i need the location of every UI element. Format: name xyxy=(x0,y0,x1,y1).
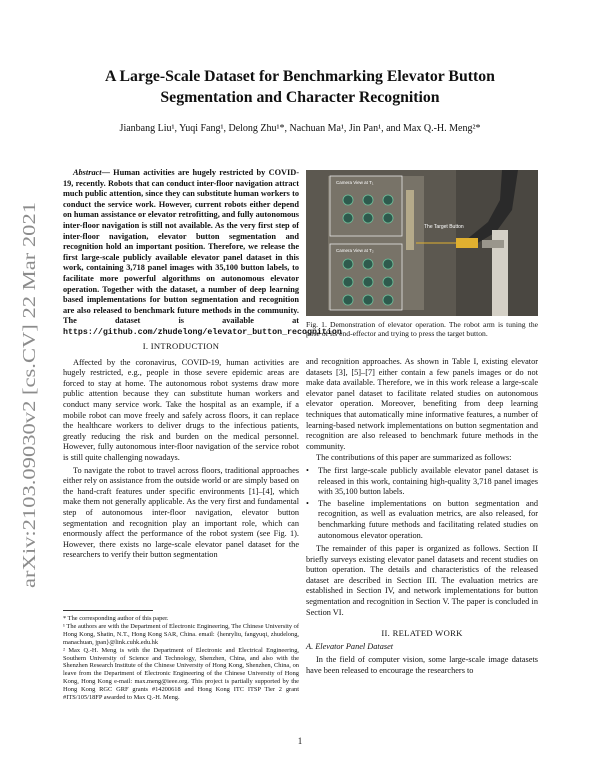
footnote-rule xyxy=(63,610,153,611)
figure-label-top: Camera View at T₁ xyxy=(336,180,374,185)
figure-label-bottom: Camera View at T₂ xyxy=(336,248,374,253)
paper-title: A Large-Scale Dataset for Benchmarking Elevator Button Segmentation and Character Recognition xyxy=(105,68,495,106)
contribution-text: The baseline implementations on button segmentation and recognition, as well as evaluation metrics, are also released, for benchmarking future methods and facilitating related studies on autonomous elevator operation. xyxy=(318,498,538,540)
arxiv-watermark xyxy=(5,200,47,590)
figure-photo xyxy=(306,170,538,316)
section-introduction xyxy=(63,341,299,561)
right-paragraph-related: In the field of computer vision, some large-scale image datasets have been released to encourage the researchers to xyxy=(306,655,538,676)
contribution-item xyxy=(306,466,538,498)
figure-label-target: The Target Button xyxy=(424,224,464,230)
right-column xyxy=(306,357,538,677)
footnotes xyxy=(63,615,299,702)
section-heading-related-work: II. RELATED WORK xyxy=(381,628,463,639)
right-paragraph-organization: The remainder of this paper is organized as follows. Section II briefly surveys existing elevator panel datasets and recent studies on button operation. The details and characteristics of the released dataset are described in Section III. The evaluation metrics are established in Section IV, and network implementations for button segmentation and recognition in Section V. The paper is concluded in Section VI. xyxy=(306,544,538,617)
abstract-text: — Human activities are hugely restricted by COVID-19, recently. Robots that can conduct inter-floor navigation attract much public attention, since they can substitute human workers to conduct the service work. However, current robots either depend on human assistance or elevator retrofitting, and fully autonomous inter-floor navigation is still not available. As the very first step of inter-floor navigation, elevator button segmentation and recognition hold an important position. Therefore, we release the first large-scale publicly available elevator panel dataset in this work, containing 3,718 panel images with 35,100 button labels, to facilitate more powerful algorithms on autonomous elevator operation. Together with the dataset, a number of deep learning based implementations for button segmentation and recognition are also released to benchmark future methods in the community. The dataset is available at xyxy=(63,168,299,326)
figure-caption: Fig. 1. Demonstration of elevator operation. The robot arm is tuning the pose of its end-effector and trying to press the target button. xyxy=(306,320,538,339)
bullet-icon: • xyxy=(306,498,309,508)
section-heading-introduction: I. INTRODUCTION xyxy=(142,341,220,351)
intro-paragraph-2: To navigate the robot to travel across floors, traditional approaches either rely on assistance from the outside world or are simply based on the hand-craft features under specific environments [1]–[4], which make them not generally applicable. As the very first and fundamental step of autonomous inter-floor navigation, elevator button segmentation and recognition play an important role, which can enormously affect the performance of the robot system (see Fig. 1). However, there exists no large-scale elevator panel dataset for the researchers to verify their button segmentation xyxy=(63,465,299,560)
bullet-icon: • xyxy=(306,465,309,475)
subsection-heading: A. Elevator Panel Dataset xyxy=(306,641,394,651)
figure-elevator-robot xyxy=(306,170,538,316)
dataset-link[interactable]: https://github.com/zhudelong/elevator_button_recognition xyxy=(63,327,342,337)
intro-paragraph-1: Affected by the coronavirus, COVID-19, human activities are hugely restricted, e.g., people in those severe epidemic areas are forced to stay at home. The autonomous robot systems draw more public attention because they can substitute human workers and conduct many service work. Take the hospital as an example, if a mobile robot can move freely and safely across floors, it can replace the healthcare workers to deliver drugs to the infectious patients, greatly reducing the risk and burden on the medical personnel. However, fully autonomous inter-floor navigation of the service robot is still quite challenging nowadays. xyxy=(63,357,299,462)
footnote-affiliation-1: ¹ The authors are with the Department of Electronic Engineering, The Chinese University of Hong Kong, Shatin, N.T., Hong Kong SAR, China. email: {henryliu, fangyuqi, zhudelong, manachuan, jpan}@link.cuhk.edu.hk xyxy=(63,622,299,646)
page-number: 1 xyxy=(297,736,303,746)
contribution-item xyxy=(306,499,538,541)
contribution-text: The first large-scale publicly available elevator panel dataset is released in this work, containing high-quality 3,718 panel images with 35,100 button labels. xyxy=(318,465,538,497)
right-paragraph-1: and recognition approaches. As shown in Table I, existing elevator datasets [3], [5]–[7] either contain a few panels images or do not make data available. Therefore, we in this work release a large-scale elevator panel dataset to facilitate related studies on autonomous elevator operation. Moreover, benefiting from deep learning techniques that automatically mine informative features, a number of learning-based network implementations on button segmentation and recognition are also released to benchmark future methods in the community. xyxy=(306,357,538,451)
abstract xyxy=(63,168,342,339)
arxiv-id: arXiv:2103.09030v2 [cs.CV] 22 Mar 2021 xyxy=(19,288,39,588)
author-list: Jianbang Liu¹, Yuqi Fang¹, Delong Zhu¹*, Nachuan Ma¹, Jin Pan¹, and Max Q.-H. Meng²* xyxy=(119,123,481,134)
footnote-affiliation-2: ² Max Q.-H. Meng is with the Department of Electronic and Electrical Engineering, Southern University of Science and Technology, Shenzhen, China, and also with the Shenzhen Research Institute of the Chinese University of Hong Kong, Shenzhen, China, on leave from the Department of Electronic Engineering of the Chinese University of Hong Kong, Hong Kong e-mail: max.meng@ieee.org. This project is partially supported by the Hong Kong RGC GRF grants #14200618 and Hong Kong ITC ITSP Tier 2 grant #ITS/105/18FP awarded to Max Q.-H. Meng. xyxy=(63,646,299,702)
abstract-lead: Abstract xyxy=(73,168,102,177)
contributions-intro: The contributions of this paper are summarized as follows: xyxy=(316,453,512,463)
footnote-corresponding: * The corresponding author of this paper. xyxy=(63,615,169,622)
